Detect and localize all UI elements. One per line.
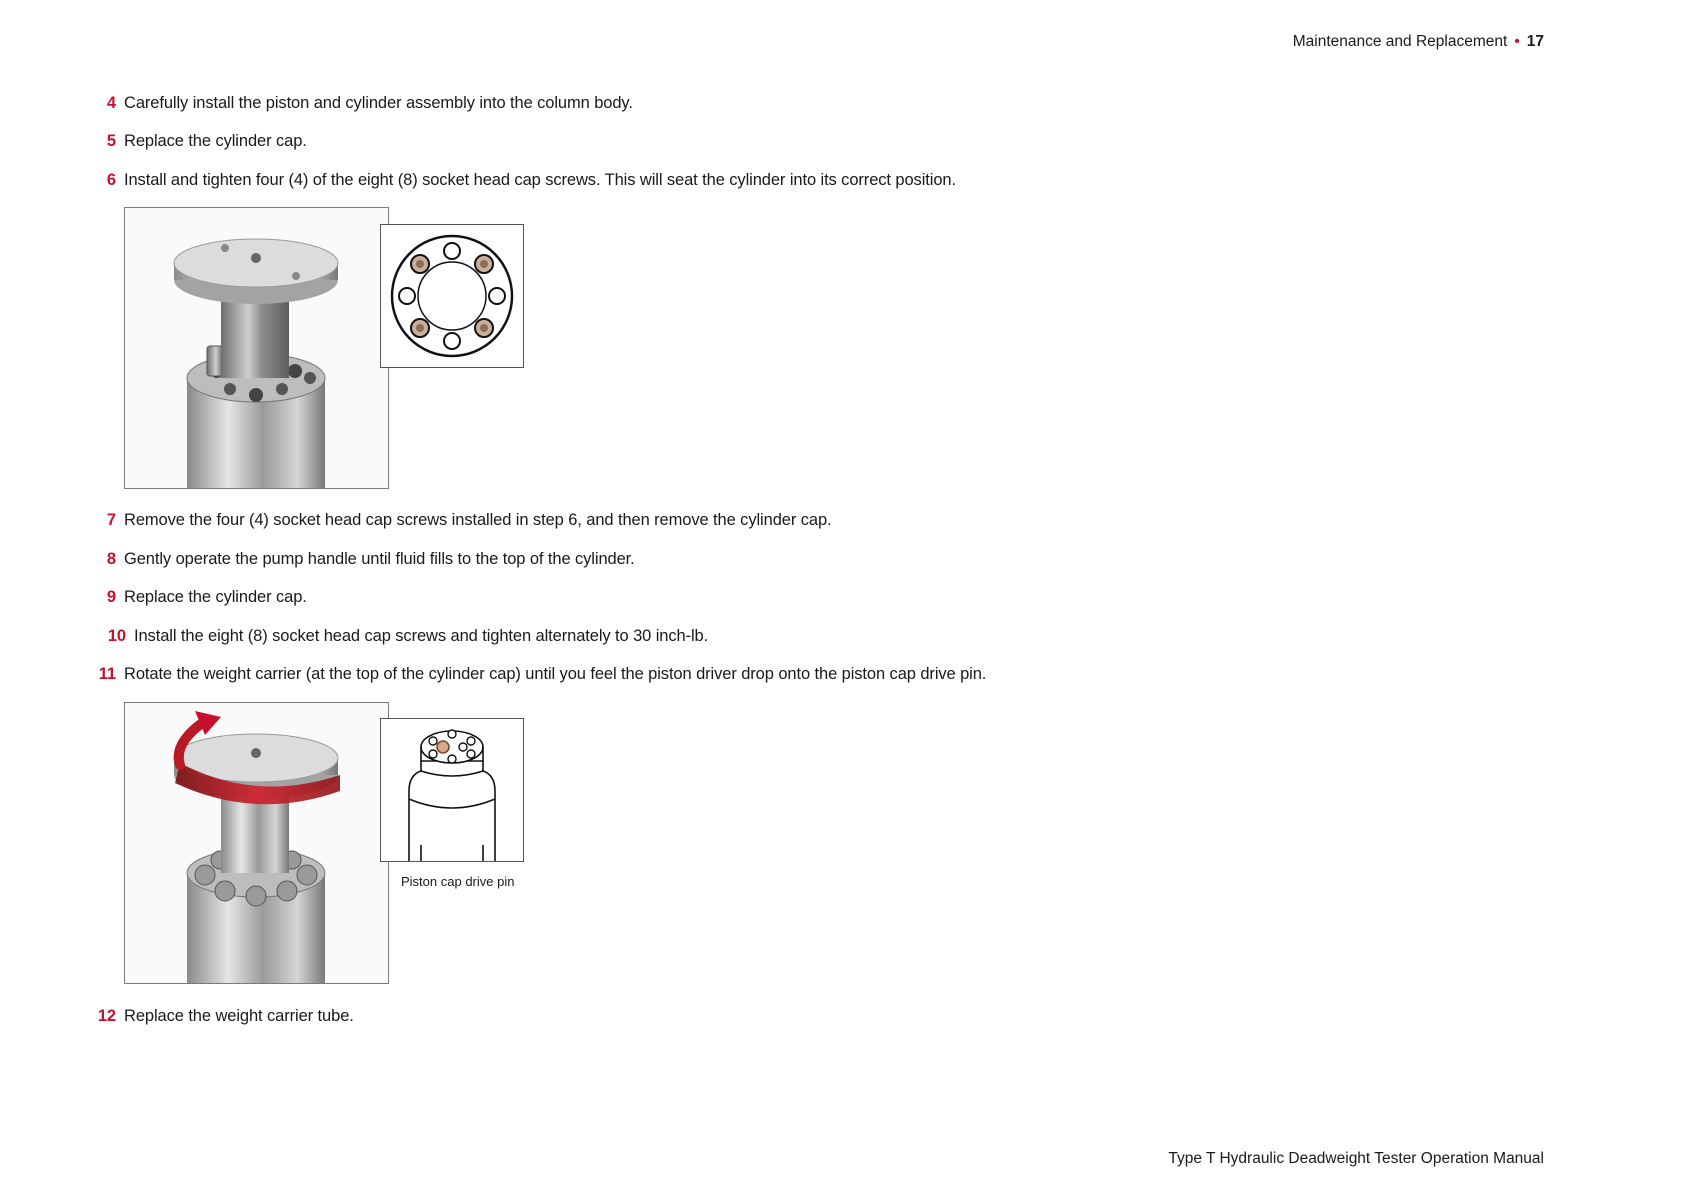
step-number: 12: [97, 1007, 116, 1025]
step-number: 4: [106, 94, 116, 112]
step-number: 8: [106, 550, 116, 568]
step-number: 9: [106, 588, 116, 606]
manual-title-footer: Type T Hydraulic Deadweight Tester Operation Manual: [1168, 1150, 1544, 1167]
cylinder-cap-photo: [124, 207, 389, 489]
step-number: 6: [106, 171, 116, 189]
step-number: 11: [98, 665, 116, 683]
bolt-pattern-diagram: [380, 224, 524, 368]
step-10: [96, 626, 708, 646]
step-4: [96, 93, 633, 113]
section-title: Maintenance and Replacement: [1292, 33, 1508, 50]
step-5: [96, 131, 307, 151]
step-12: [86, 1006, 354, 1026]
step-number: 7: [106, 511, 116, 529]
drive-pin-diagram: [380, 718, 524, 862]
step-number: 5: [106, 132, 116, 150]
step-11: [86, 664, 986, 684]
step-7: [96, 510, 832, 530]
step-6: [96, 170, 956, 190]
step-9: [96, 587, 307, 607]
rotate-carrier-photo: [124, 702, 389, 984]
step-text: Install and tighten four (4) of the eight (8) socket head cap screws. This will seat the cylinder into its correct position.: [124, 171, 956, 189]
page-number: 17: [1526, 33, 1544, 50]
step-text: Replace the cylinder cap.: [124, 132, 307, 150]
step-number: 10: [107, 627, 126, 645]
bullet-dot: •: [1514, 33, 1520, 50]
step-text: Gently operate the pump handle until fluid fills to the top of the cylinder.: [124, 550, 635, 568]
step-text: Replace the cylinder cap.: [124, 588, 307, 606]
step-text: Remove the four (4) socket head cap screws installed in step 6, and then remove the cylinder cap.: [124, 511, 832, 529]
figure-caption: Piston cap drive pin: [401, 874, 515, 889]
step-text: Replace the weight carrier tube.: [124, 1007, 354, 1025]
step-8: [96, 549, 635, 569]
step-text: Carefully install the piston and cylinder assembly into the column body.: [124, 94, 633, 112]
step-text: Install the eight (8) socket head cap screws and tighten alternately to 30 inch-lb.: [134, 627, 709, 645]
step-text: Rotate the weight carrier (at the top of the cylinder cap) until you feel the piston driver drop onto the piston cap drive pin.: [124, 665, 987, 683]
running-header: [1293, 33, 1544, 51]
